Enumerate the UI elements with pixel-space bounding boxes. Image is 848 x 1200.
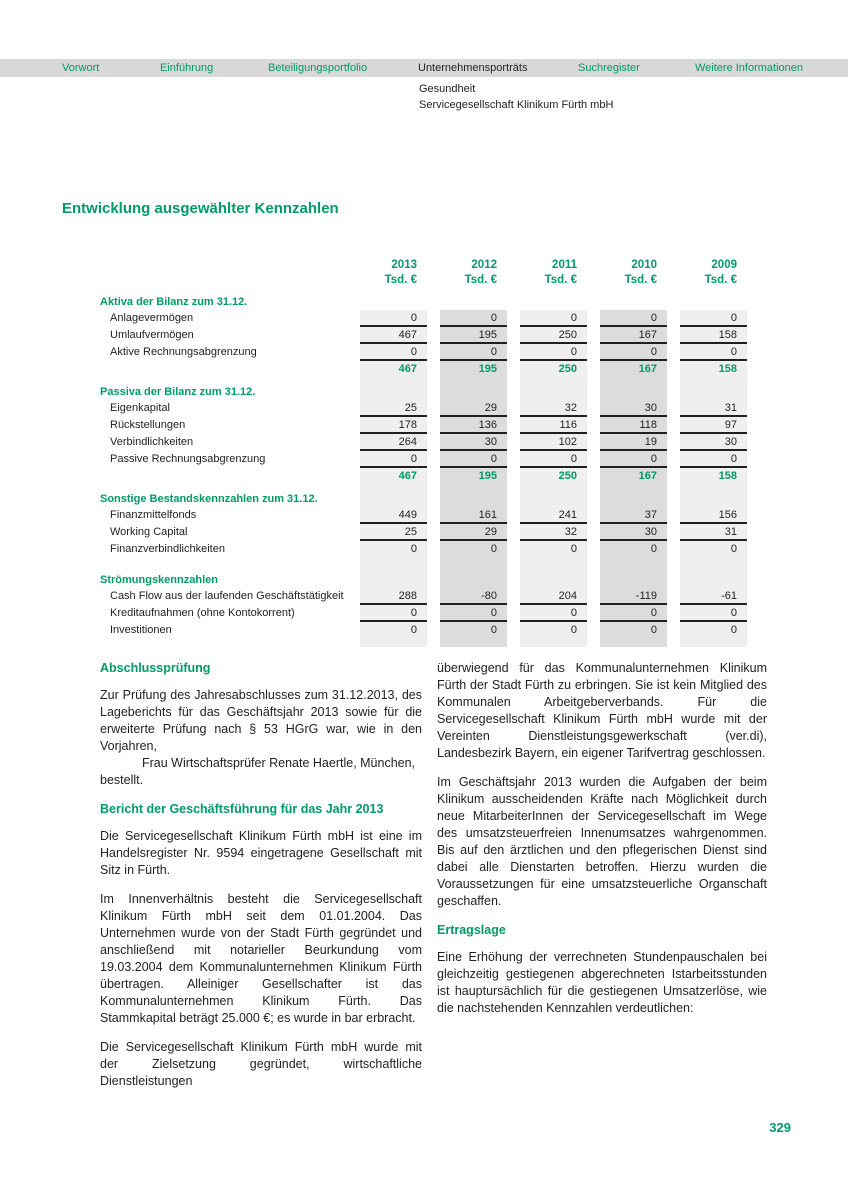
table-value-cell [360, 491, 427, 507]
page-number: 329 [769, 1120, 791, 1135]
table-value-cell [520, 491, 587, 507]
row-label: Verbindlichkeiten [110, 436, 194, 448]
table-value-cell [680, 491, 747, 507]
table-value-cell: 30 [600, 400, 667, 417]
table-value-cell: 167 [600, 327, 667, 344]
table-value-cell [600, 558, 667, 572]
table-value-cell: 467 [360, 468, 427, 485]
table-value-cell: 30 [680, 434, 747, 451]
table-value-cell: 30 [600, 524, 667, 541]
row-label: Anlagevermögen [110, 312, 194, 324]
table-value-cell [360, 558, 427, 572]
table-row [100, 417, 747, 434]
table-value-cell: -119 [600, 588, 667, 605]
table-spacer-row [100, 639, 747, 647]
table-value-cell: 264 [360, 434, 427, 451]
table-value-cell: 0 [520, 344, 587, 361]
table-value-cell: 37 [600, 507, 667, 524]
table-value-cell [360, 294, 427, 310]
table-value-cell: 25 [360, 400, 427, 417]
table-value-cell: 178 [360, 417, 427, 434]
table-spacer-row [100, 558, 747, 572]
table-value-cell: 161 [440, 507, 507, 524]
table-value-cell: 0 [360, 310, 427, 327]
table-value-cell: 29 [440, 400, 507, 417]
article-heading: Bericht der Geschäftsführung für das Jahr 2013 [100, 802, 384, 816]
nav-item-suchregister[interactable]: Suchregister [578, 62, 640, 74]
key-figures-table [100, 258, 747, 647]
table-value-cell: 0 [520, 451, 587, 468]
table-value-cell: 0 [520, 622, 587, 639]
table-row [100, 588, 747, 605]
table-value-cell: 32 [520, 400, 587, 417]
row-label [100, 558, 360, 572]
table-value-cell: 0 [680, 541, 747, 558]
table-value-cell: 467 [360, 327, 427, 344]
row-label: Finanzverbindlichkeiten [110, 543, 225, 555]
table-value-cell: 167 [600, 468, 667, 485]
row-label: Cash Flow aus der laufenden Geschäftstätigkeit [110, 590, 344, 602]
breadcrumb-category: Gesundheit [419, 83, 476, 95]
year-column-header: 2012 Tsd. € [464, 259, 497, 286]
table-row [100, 524, 747, 541]
table-value-cell: 118 [600, 417, 667, 434]
table-value-cell: 31 [680, 400, 747, 417]
article-paragraph: Frau Wirtschaftsprüfer Renate Haertle, München, [142, 756, 416, 770]
table-value-cell: 25 [360, 524, 427, 541]
table-row [100, 434, 747, 451]
row-label [100, 468, 360, 485]
table-value-cell: 250 [520, 327, 587, 344]
table-value-cell: 0 [600, 310, 667, 327]
table-row [100, 468, 747, 485]
table-value-cell [520, 572, 587, 588]
article-heading: Abschlussprüfung [100, 661, 211, 675]
table-value-cell: 0 [440, 451, 507, 468]
table-row [100, 294, 747, 310]
article-paragraph: Zur Prüfung des Jahresabschlusses zum 31.12.2013, des Lageberichts für das Geschäftsjahr 2013 sowie für die erweiterte Prüfung nach § 53 HGrG war, wie in den Vorjahren, [100, 688, 422, 753]
table-value-cell: 19 [600, 434, 667, 451]
table-value-cell: 467 [360, 361, 427, 378]
table-value-cell: 0 [600, 451, 667, 468]
table-value-cell: 0 [680, 310, 747, 327]
table-value-cell: 0 [440, 541, 507, 558]
row-label: Kreditaufnahmen (ohne Kontokorrent) [110, 607, 295, 619]
table-value-cell: 158 [680, 468, 747, 485]
table-value-cell: 167 [600, 361, 667, 378]
page-title: Entwicklung ausgewählter Kennzahlen [62, 200, 339, 217]
article-paragraph: überwiegend für das Kommunalunternehmen Klinikum Fürth der Stadt Fürth zu erbringen. Sie ist kein Mitglied des Kommunalen Arbeitgeberverbands. Für die Servicegesellschaft Klinikum Fürth mbH wurde mit der Vereinten Dienstleistungsgewerkschaft (ver.di), Landesbezirk Bayern, ein eigener Tarifvertrag geschlossen. [437, 661, 767, 760]
nav-item-einf-hrung[interactable]: Einführung [160, 62, 214, 74]
table-value-cell [680, 294, 747, 310]
table-value-cell: 29 [440, 524, 507, 541]
table-body [100, 294, 747, 647]
table-value-cell [600, 572, 667, 588]
table-row [100, 361, 747, 378]
table-value-cell [600, 294, 667, 310]
table-value-cell [680, 572, 747, 588]
year-column-header: 2009 Tsd. € [704, 259, 737, 286]
table-value-cell: -61 [680, 588, 747, 605]
article-column-right [437, 660, 767, 1029]
table-value-cell [520, 639, 587, 647]
table-year-header [100, 258, 747, 294]
year-column-header: 2013 Tsd. € [384, 259, 417, 286]
row-label: Investitionen [110, 624, 172, 636]
table-value-cell: 116 [520, 417, 587, 434]
table-value-cell: 158 [680, 327, 747, 344]
article-heading: Ertragslage [437, 923, 506, 937]
table-value-cell: 0 [440, 605, 507, 622]
article-paragraph: Im Geschäftsjahr 2013 wurden die Aufgaben der beim Klinikum ausscheidenden Kräfte nach Möglichkeit durch neue MitarbeiterInnen der Servicegesellschaft im Wege des umsatzsteuerfreien Innenumsatzes wahrgenommen. Bis auf den ärztlichen und den pflegerischen Dienst sind dabei alle Dienstarten betroffen. Hierzu wurden die Voraussetzungen für eine umsatzsteuerliche Organschaft geschaffen. [437, 775, 767, 908]
row-label: Finanzmittelfonds [110, 509, 197, 521]
table-value-cell: 241 [520, 507, 587, 524]
table-value-cell [680, 384, 747, 400]
article-paragraph: Die Servicegesellschaft Klinikum Fürth mbH wurde mit der Zielsetzung gegründet, wirtschaftliche Dienstleistungen [100, 1040, 422, 1088]
table-value-cell [600, 491, 667, 507]
table-value-cell [440, 558, 507, 572]
row-section-label: Strömungskennzahlen [100, 574, 218, 586]
table-value-cell [440, 639, 507, 647]
table-row [100, 400, 747, 417]
table-row [100, 605, 747, 622]
row-label: Umlaufvermögen [110, 329, 194, 341]
nav-item-unternehmensportr-ts[interactable]: Unternehmensporträts [418, 62, 528, 74]
table-value-cell [520, 384, 587, 400]
table-value-cell [600, 639, 667, 647]
table-value-cell: 0 [520, 541, 587, 558]
table-value-cell: 250 [520, 468, 587, 485]
table-value-cell: 136 [440, 417, 507, 434]
table-value-cell: 30 [440, 434, 507, 451]
table-value-cell: 0 [680, 344, 747, 361]
nav-item-weitere-informationen[interactable]: Weitere Informationen [695, 62, 804, 74]
table-value-cell [360, 639, 427, 647]
row-section-label: Passiva der Bilanz zum 31.12. [100, 386, 256, 398]
table-value-cell [680, 639, 747, 647]
table-value-cell: 0 [680, 451, 747, 468]
row-label [100, 361, 360, 378]
table-value-cell: 0 [600, 344, 667, 361]
year-column-header: 2010 Tsd. € [624, 259, 657, 286]
table-value-cell: -80 [440, 588, 507, 605]
table-row [100, 572, 747, 588]
table-value-cell: 288 [360, 588, 427, 605]
row-section-label: Sonstige Bestandskennzahlen zum 31.12. [100, 493, 318, 505]
table-value-cell: 0 [360, 622, 427, 639]
table-value-cell: 97 [680, 417, 747, 434]
table-value-cell: 0 [440, 310, 507, 327]
table-value-cell: 0 [520, 310, 587, 327]
table-value-cell: 0 [520, 605, 587, 622]
table-value-cell [520, 294, 587, 310]
row-section-label: Aktiva der Bilanz zum 31.12. [100, 296, 248, 308]
table-value-cell: 158 [680, 361, 747, 378]
table-value-cell: 0 [600, 605, 667, 622]
table-value-cell: 0 [600, 541, 667, 558]
table-value-cell: 0 [600, 622, 667, 639]
nav-item-beteiligungsportfolio[interactable]: Beteiligungsportfolio [268, 62, 368, 74]
table-value-cell [440, 491, 507, 507]
table-value-cell: 204 [520, 588, 587, 605]
table-value-cell: 32 [520, 524, 587, 541]
table-value-cell [360, 572, 427, 588]
table-row [100, 491, 747, 507]
nav-item-vorwort[interactable]: Vorwort [62, 62, 100, 74]
row-label: Working Capital [110, 526, 188, 538]
article-paragraph: Eine Erhöhung der verrechneten Stundenpauschalen bei gleichzeitig gestiegenen abgerechneten Istarbeitsstunden ist hauptursächlich für die gestiegenen Umsatzerlöse, wie die nachstehenden Kennzahlen verdeutlichen: [437, 950, 767, 1015]
table-value-cell: 195 [440, 327, 507, 344]
article-paragraph: Im Innenverhältnis besteht die Servicegesellschaft Klinikum Fürth mbH seit dem 01.01.2004. Das Unternehmen wurde von der Stadt Fürth gegründet und anschließend mit notarieller Beurkundung vom 19.03.2004 dem Kommunalunternehmen Klinikum Fürth übertragen. Alleiniger Gesellschafter ist das Kommunalunternehmen Klinikum Fürth. Das Stammkapital beträgt 25.000 €; es wurde in bar erbracht. [100, 892, 422, 1025]
table-value-cell: 195 [440, 361, 507, 378]
article-paragraph: Die Servicegesellschaft Klinikum Fürth mbH ist eine im Handelsregister Nr. 9594 eingetragene Gesellschaft mit Sitz in Fürth. [100, 829, 422, 877]
table-header-spacer [100, 258, 360, 294]
table-row [100, 327, 747, 344]
table-value-cell [520, 558, 587, 572]
table-row [100, 384, 747, 400]
table-value-cell: 250 [520, 361, 587, 378]
row-label: Aktive Rechnungsabgrenzung [110, 346, 257, 358]
table-row [100, 507, 747, 524]
table-value-cell: 0 [360, 605, 427, 622]
row-label: Eigenkapital [110, 402, 170, 414]
table-value-cell: 102 [520, 434, 587, 451]
breadcrumb-company: Servicegesellschaft Klinikum Fürth mbH [419, 99, 614, 111]
article-column-left [100, 660, 422, 1102]
table-value-cell [440, 384, 507, 400]
table-value-cell: 0 [440, 344, 507, 361]
article-paragraph: bestellt. [100, 773, 144, 787]
table-value-cell [680, 558, 747, 572]
table-row [100, 622, 747, 639]
table-value-cell: 0 [680, 605, 747, 622]
table-value-cell [440, 572, 507, 588]
table-value-cell: 0 [360, 541, 427, 558]
row-label [100, 639, 360, 647]
table-row [100, 344, 747, 361]
table-value-cell [360, 384, 427, 400]
table-value-cell: 449 [360, 507, 427, 524]
top-navbar [0, 59, 848, 77]
table-value-cell: 0 [360, 451, 427, 468]
table-value-cell: 31 [680, 524, 747, 541]
table-value-cell: 195 [440, 468, 507, 485]
table-value-cell: 0 [440, 622, 507, 639]
row-label: Rückstellungen [110, 419, 186, 431]
table-row [100, 310, 747, 327]
year-column-header: 2011 Tsd. € [544, 259, 577, 286]
table-value-cell [600, 384, 667, 400]
breadcrumb [419, 81, 613, 113]
row-label: Passive Rechnungsabgrenzung [110, 453, 266, 465]
table-value-cell: 0 [360, 344, 427, 361]
table-value-cell: 156 [680, 507, 747, 524]
table-value-cell [440, 294, 507, 310]
table-row [100, 451, 747, 468]
table-value-cell: 0 [680, 622, 747, 639]
table-row [100, 541, 747, 558]
